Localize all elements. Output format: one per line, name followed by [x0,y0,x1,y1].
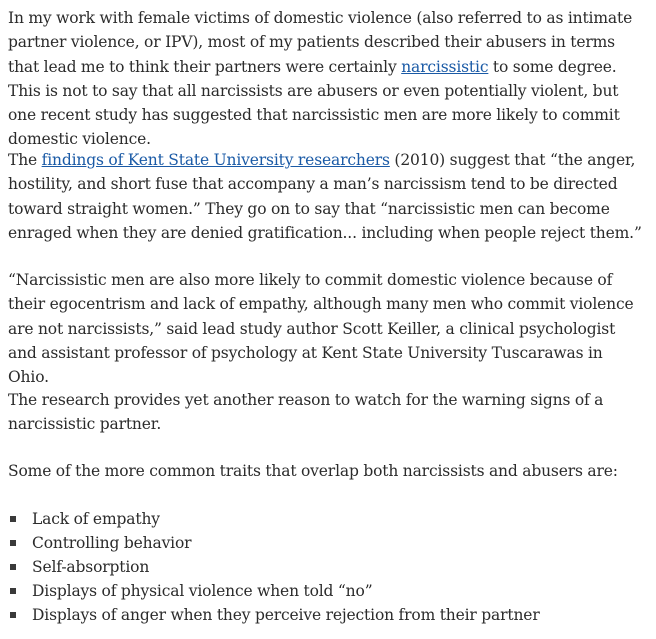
narcissistic-link[interactable]: narcissistic [401,57,489,76]
trait-text: Self-absorption [32,558,150,576]
trait-text: Controlling behavior [32,534,192,552]
paragraph-intro-text-b: to some degree. This is not to say that all narcissists are abusers or even potentially violent, but one recent study has suggested that narcissistic men are more likely to commit domestic violence. [8,57,620,149]
paragraph-intro-text-a: In my work with female victims of domestic violence (also referred to as intimate partner violence, or IPV), most of my patients described their abusers in terms that lead me to think their partners were certainly [8,9,633,76]
list-item [8,531,648,555]
paragraph-findings [8,148,648,245]
paragraph-traits-intro: Some of the more common traits that overlap both narcissists and abusers are: [8,462,618,480]
paragraph-intro [8,6,648,152]
trait-text: Lack of empathy [32,510,160,528]
square-bullet-icon [10,612,16,618]
trait-text: Displays of physical violence when told “no” [32,582,373,600]
square-bullet-icon [10,588,16,594]
list-item [8,555,648,579]
traits-list [8,507,648,627]
list-item [8,579,648,603]
paragraph-quote: “Narcissistic men are also more likely to commit domestic violence because of their egocentrism and lack of empathy, although many men who commit violence are not narcissists,” said lead study author Scott Keiller, a clinical psychologist and assistant professor of psychology at Kent State University Tuscarawas in Ohio. [8,271,634,387]
square-bullet-icon [10,516,16,522]
list-item [8,507,648,531]
paragraph-findings-text-b: (2010) suggest that “the anger, hostility, and short fuse that accompany a man’s narcissism tend to be directed toward straight women.” They go on to say that “narcissistic men can become enraged when they are denied gratification... including when people reject them.” [8,151,642,242]
trait-text: Displays of anger when they perceive rejection from their partner [32,606,540,624]
paragraph-research: The research provides yet another reason to watch for the warning signs of a narcissistic partner. [8,391,604,434]
paragraph-findings-text-a: The [8,151,42,169]
kent-state-findings-link[interactable]: findings of Kent State University researchers [41,151,390,169]
square-bullet-icon [10,540,16,546]
square-bullet-icon [10,564,16,570]
list-item [8,603,648,627]
